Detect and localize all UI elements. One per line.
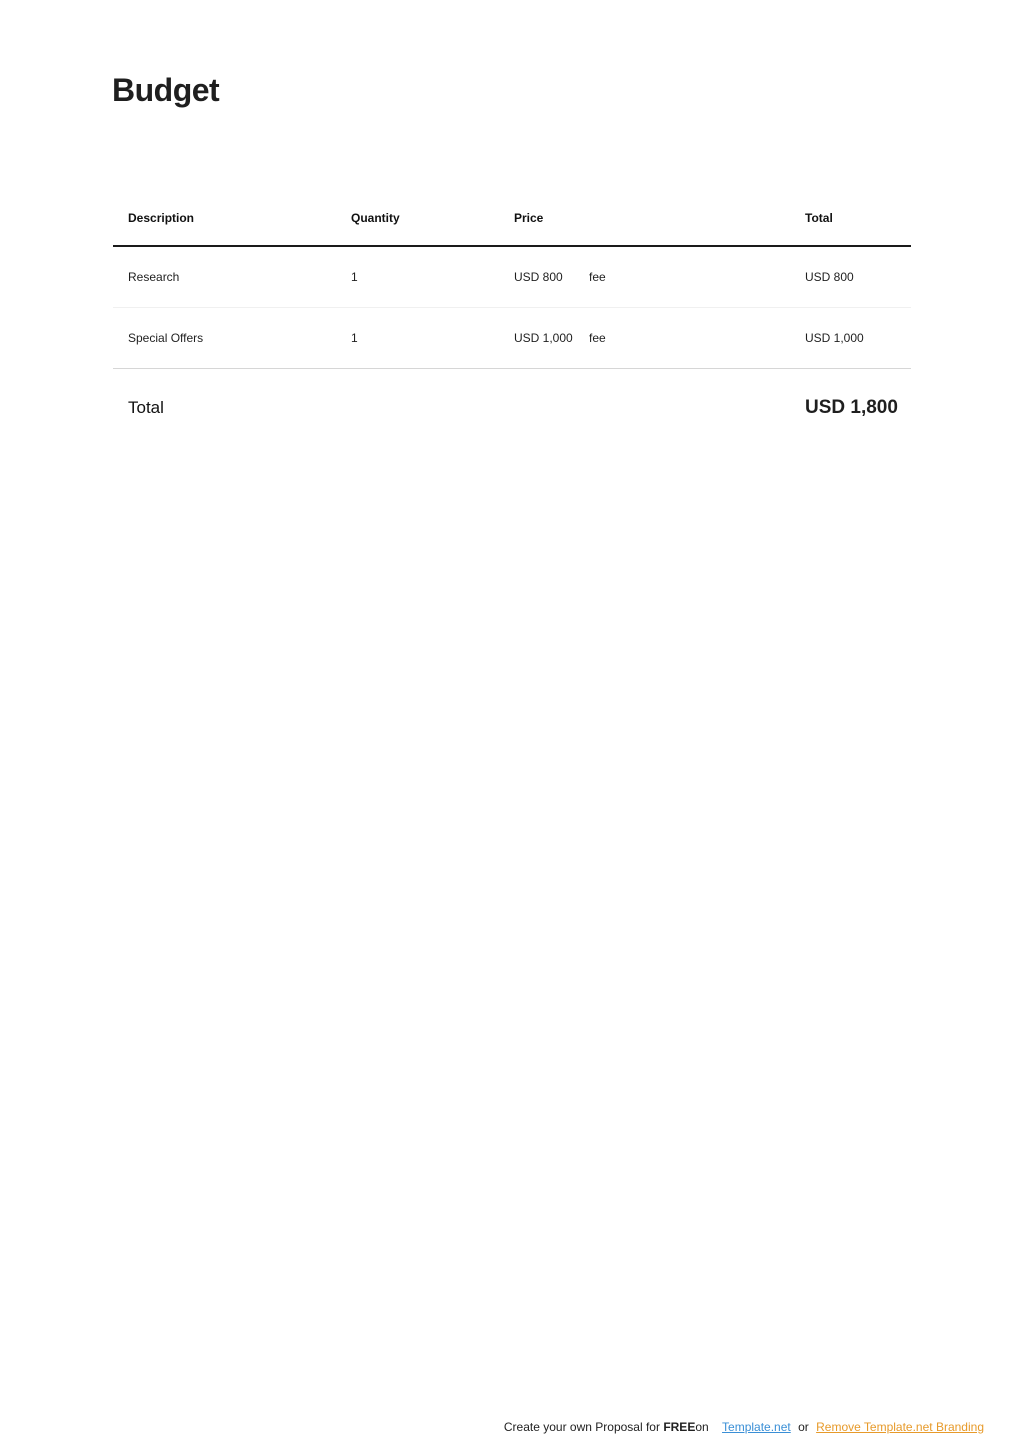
table-header-row <box>113 190 911 246</box>
branding-footer <box>504 1420 984 1434</box>
header-quantity: Quantity <box>336 190 499 246</box>
row-price-unit: fee <box>589 331 606 345</box>
row-price: USD 800 <box>514 270 563 284</box>
table-row <box>113 308 911 369</box>
header-description: Description <box>113 190 336 246</box>
header-price: Price <box>499 190 790 246</box>
row-quantity: 1 <box>336 308 499 369</box>
footer-on: on <box>695 1420 709 1434</box>
row-price-cell <box>499 246 790 308</box>
row-total: USD 1,000 <box>790 308 911 369</box>
page-title: Budget <box>112 72 220 108</box>
footer-or: or <box>798 1420 809 1434</box>
row-quantity: 1 <box>336 246 499 308</box>
header-total: Total <box>790 190 911 246</box>
grand-total-row <box>113 390 911 430</box>
row-price-cell <box>499 308 790 369</box>
row-description: Special Offers <box>113 308 336 369</box>
footer-free: FREE <box>663 1420 696 1434</box>
table-row <box>113 246 911 308</box>
budget-table <box>113 190 911 369</box>
row-description: Research <box>113 246 336 308</box>
row-price: USD 1,000 <box>514 331 573 345</box>
template-net-link[interactable]: Template.net <box>722 1420 791 1434</box>
row-price-unit: fee <box>589 270 606 284</box>
row-total: USD 800 <box>790 246 911 308</box>
remove-branding-link[interactable]: Remove Template.net Branding <box>816 1420 984 1434</box>
grand-total-value: USD 1,800 <box>805 397 898 418</box>
footer-prefix: Create your own Proposal for <box>503 1420 660 1434</box>
grand-total-label: Total <box>128 398 164 417</box>
